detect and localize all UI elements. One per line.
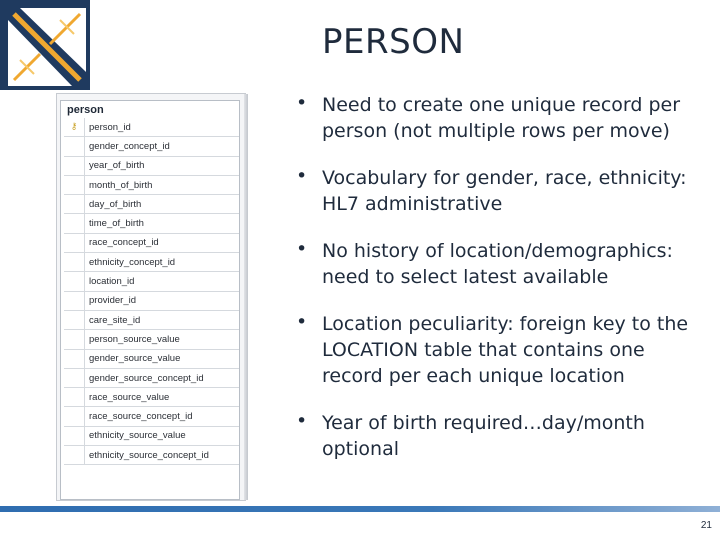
column-name: provider_id: [89, 295, 136, 307]
column-name: month_of_birth: [89, 179, 153, 191]
frame-edge: [244, 94, 248, 500]
row-gutter: [64, 369, 85, 387]
bullet-item: [296, 165, 706, 217]
row-gutter: [64, 137, 85, 155]
table-row: [64, 234, 239, 253]
column-name: gender_source_value: [89, 353, 181, 365]
table-row: [64, 214, 239, 233]
column-name: person_source_value: [89, 333, 180, 345]
bullet-dot-icon: •: [296, 311, 308, 333]
table-row: [64, 292, 239, 311]
column-name: year_of_birth: [89, 160, 145, 172]
row-gutter: [64, 330, 85, 348]
bullet-dot-icon: •: [296, 410, 308, 432]
table-row: [64, 176, 239, 195]
row-gutter: [64, 311, 85, 329]
person-table-diagram: [60, 100, 240, 500]
bullet-item: [296, 311, 706, 389]
row-gutter: [64, 292, 85, 310]
page-number: 21: [700, 520, 712, 531]
column-name: care_site_id: [89, 314, 141, 326]
table-row: [64, 388, 239, 407]
table-row: [64, 446, 239, 465]
row-gutter: [64, 176, 85, 194]
bullet-text: No history of location/demographics: need to select latest available: [322, 240, 673, 288]
bullet-text: Need to create one unique record per person (not multiple rows per move): [322, 94, 681, 142]
table-row: [64, 195, 239, 214]
table-row: [64, 311, 239, 330]
bullet-item: [296, 238, 706, 290]
footer-bar: [0, 506, 720, 512]
bullet-dot-icon: •: [296, 92, 308, 114]
table-row: [64, 427, 239, 446]
table-row: [64, 330, 239, 349]
column-name: gender_concept_id: [89, 140, 170, 152]
table-columns-list: [64, 118, 239, 465]
row-gutter: [64, 446, 85, 464]
row-gutter: [64, 350, 85, 368]
row-gutter: [64, 157, 85, 175]
bullet-dot-icon: •: [296, 165, 308, 187]
column-name: ethnicity_source_value: [89, 430, 186, 442]
table-row: [64, 118, 239, 137]
bullet-list: [296, 92, 706, 483]
column-name: ethnicity_concept_id: [89, 256, 176, 268]
bullet-dot-icon: •: [296, 238, 308, 260]
column-name: gender_source_concept_id: [89, 372, 204, 384]
key-icon: ⚷: [70, 121, 78, 132]
bullet-item: [296, 410, 706, 462]
column-name: location_id: [89, 276, 135, 288]
bullet-text: Location peculiarity: foreign key to the LOCATION table that contains one record per each unique location: [322, 313, 689, 387]
column-name: race_concept_id: [89, 237, 159, 249]
table-row: [64, 350, 239, 369]
column-name: time_of_birth: [89, 218, 144, 230]
bullet-text: Year of birth required…day/month optional: [322, 412, 645, 460]
row-gutter: [64, 214, 85, 232]
table-row: [64, 253, 239, 272]
table-name: person: [67, 104, 104, 116]
row-gutter: [64, 427, 85, 445]
row-gutter: [64, 118, 85, 136]
row-gutter: [64, 407, 85, 425]
slide-title: PERSON: [322, 22, 465, 62]
column-name: ethnicity_source_concept_id: [89, 449, 209, 461]
bullet-text: Vocabulary for gender, race, ethnicity: HL7 administrative: [322, 167, 687, 215]
row-gutter: [64, 195, 85, 213]
bullet-item: [296, 92, 706, 144]
table-row: [64, 272, 239, 291]
row-gutter: [64, 272, 85, 290]
row-gutter: [64, 234, 85, 252]
logo-icon: [0, 0, 90, 90]
row-gutter: [64, 388, 85, 406]
table-row: [64, 407, 239, 426]
table-row: [64, 369, 239, 388]
table-row: [64, 137, 239, 156]
table-row: [64, 157, 239, 176]
column-name: day_of_birth: [89, 198, 142, 210]
column-name: person_id: [89, 121, 131, 133]
row-gutter: [64, 253, 85, 271]
column-name: race_source_value: [89, 391, 170, 403]
column-name: race_source_concept_id: [89, 411, 193, 423]
